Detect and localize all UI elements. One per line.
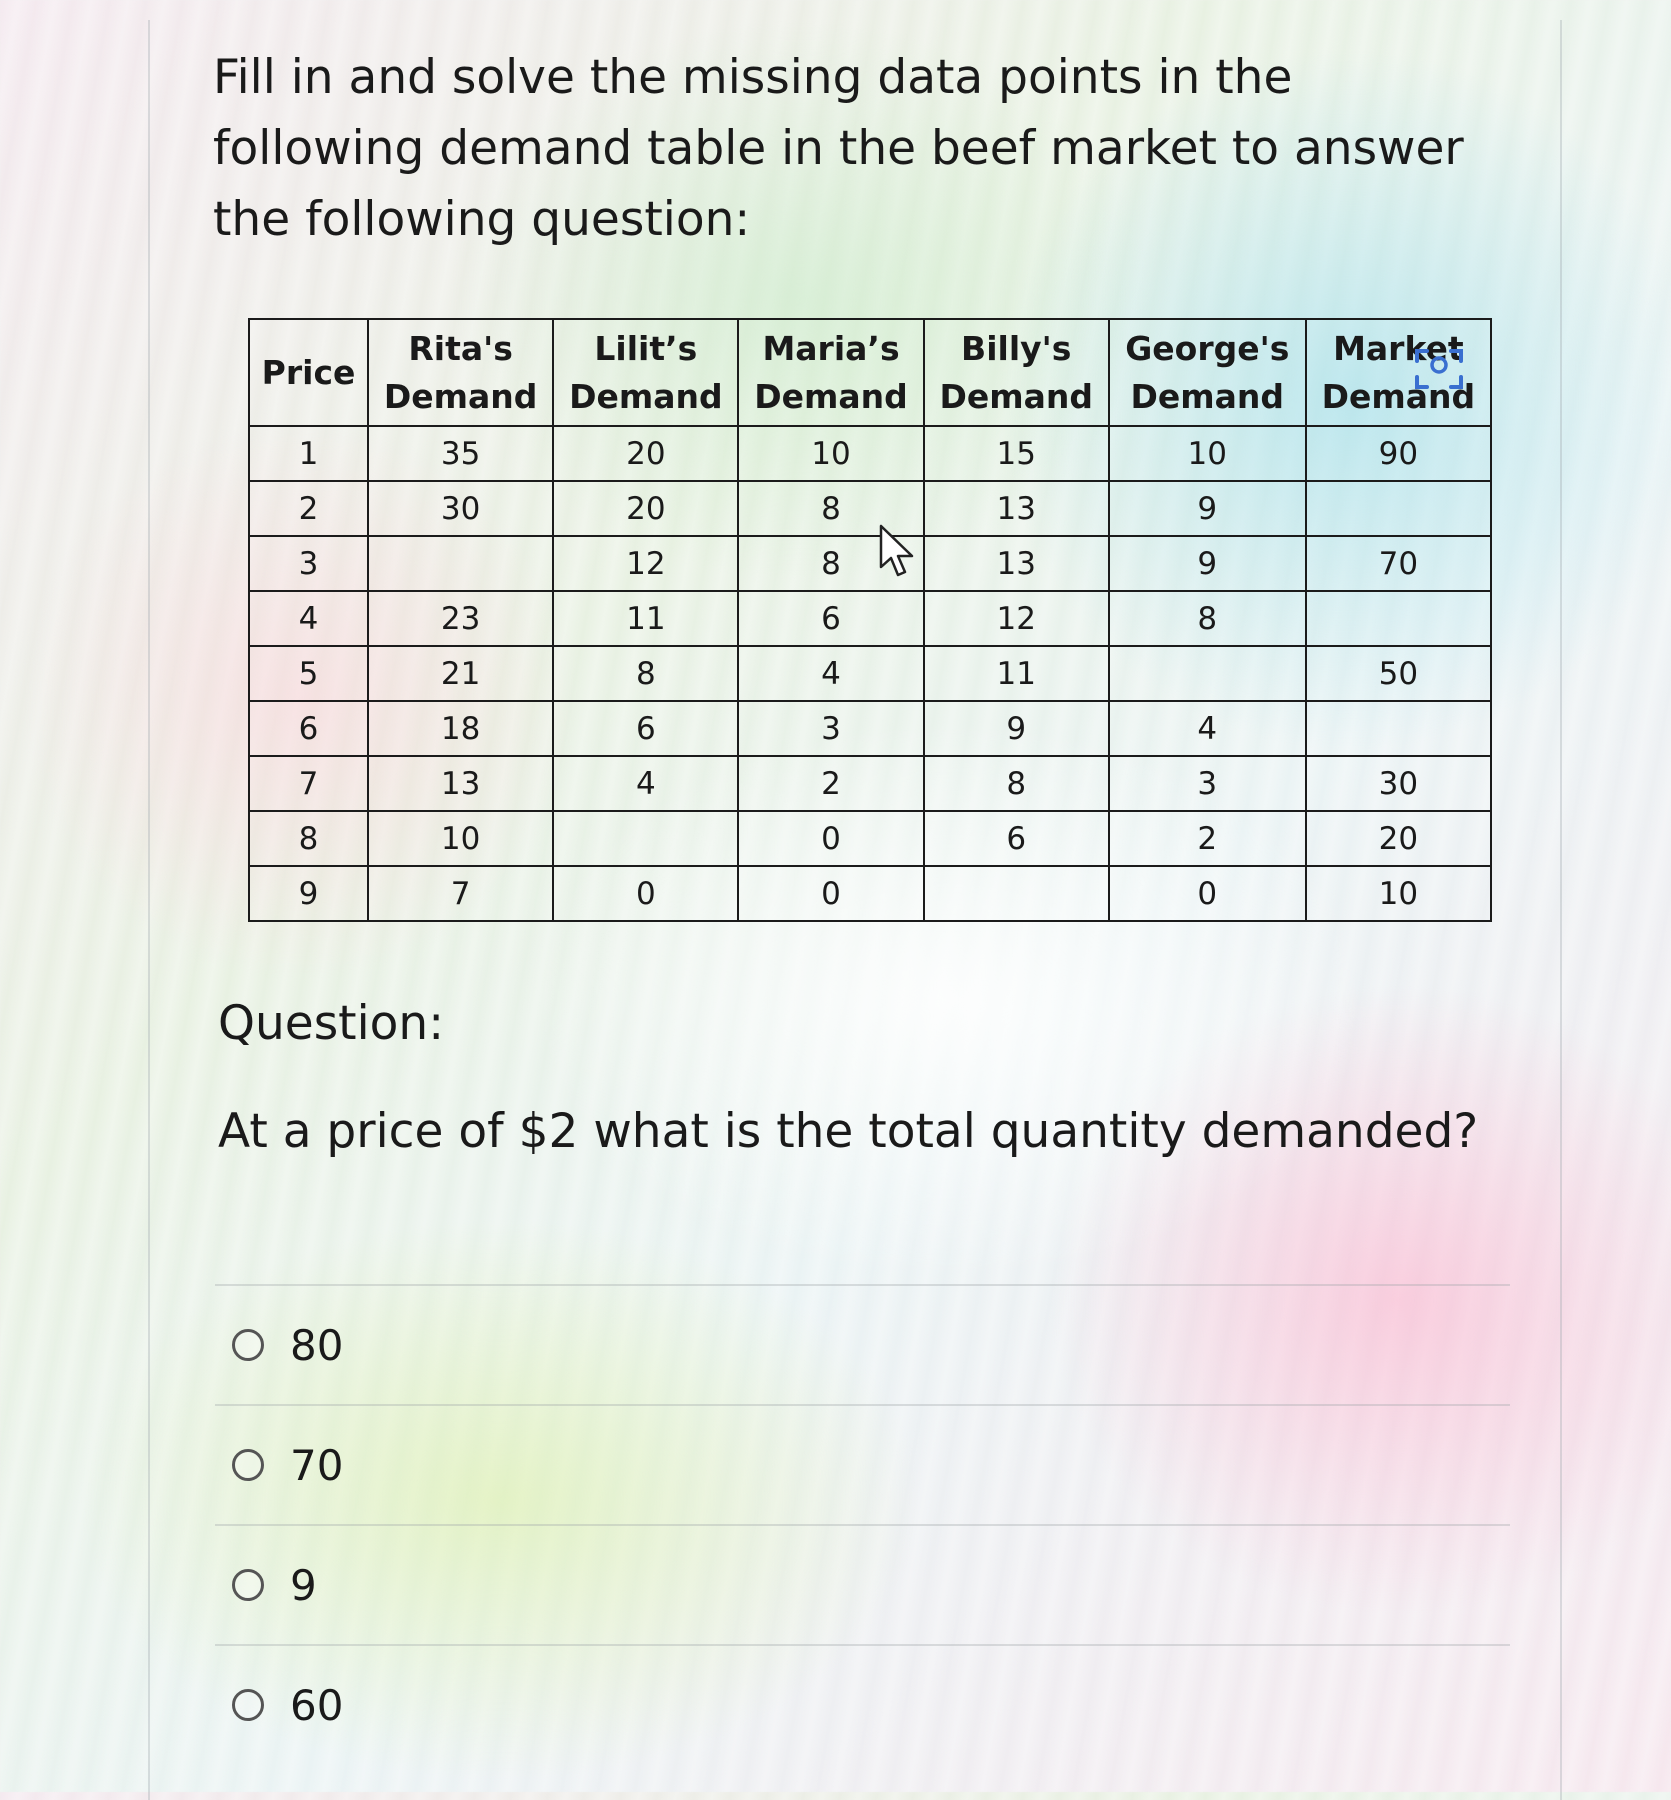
cell-george: 2 — [1109, 811, 1306, 866]
cell-market — [1306, 701, 1491, 756]
header-george: George's Demand — [1109, 319, 1306, 426]
cell-maria: 8 — [738, 536, 923, 591]
cell-maria: 0 — [738, 811, 923, 866]
option-9[interactable] — [215, 1524, 1510, 1644]
cell-price: 9 — [249, 866, 368, 921]
option-80[interactable] — [215, 1284, 1510, 1404]
header-rita: Rita's Demand — [368, 319, 553, 426]
radio-button-icon[interactable] — [232, 1449, 264, 1481]
option-label: 60 — [290, 1680, 344, 1730]
table-row — [249, 481, 1491, 536]
cell-billy: 15 — [924, 426, 1109, 481]
cell-market: 20 — [1306, 811, 1491, 866]
screenshot-selection-icon[interactable] — [1413, 345, 1465, 393]
table-row — [249, 426, 1491, 481]
cell-lilit: 4 — [553, 756, 738, 811]
mouse-pointer-icon — [878, 523, 922, 581]
cell-maria: 2 — [738, 756, 923, 811]
header-market: Market Demand — [1306, 319, 1491, 426]
cell-lilit: 6 — [553, 701, 738, 756]
radio-button-icon[interactable] — [232, 1329, 264, 1361]
header-lilit: Lilit’s Demand — [553, 319, 738, 426]
table-row — [249, 646, 1491, 701]
cell-billy: 8 — [924, 756, 1109, 811]
cell-billy: 6 — [924, 811, 1109, 866]
cell-maria: 10 — [738, 426, 923, 481]
cell-george: 9 — [1109, 481, 1306, 536]
cell-george: 4 — [1109, 701, 1306, 756]
cell-billy: 12 — [924, 591, 1109, 646]
cell-rita: 13 — [368, 756, 553, 811]
demand-table — [248, 318, 1492, 922]
cell-maria: 3 — [738, 701, 923, 756]
cell-billy — [924, 866, 1109, 921]
cell-lilit — [553, 811, 738, 866]
radio-button-icon[interactable] — [232, 1689, 264, 1721]
cell-lilit: 20 — [553, 426, 738, 481]
table-header-row — [249, 319, 1491, 426]
cell-rita: 23 — [368, 591, 553, 646]
cell-price: 2 — [249, 481, 368, 536]
cell-price: 1 — [249, 426, 368, 481]
header-billy: Billy's Demand — [924, 319, 1109, 426]
cell-george — [1109, 646, 1306, 701]
cell-billy: 11 — [924, 646, 1109, 701]
cell-price: 6 — [249, 701, 368, 756]
cell-lilit: 12 — [553, 536, 738, 591]
cell-billy: 9 — [924, 701, 1109, 756]
cell-rita: 21 — [368, 646, 553, 701]
cell-rita: 30 — [368, 481, 553, 536]
cell-rita: 18 — [368, 701, 553, 756]
cell-price: 4 — [249, 591, 368, 646]
option-label: 80 — [290, 1320, 344, 1370]
cell-george: 0 — [1109, 866, 1306, 921]
table-row — [249, 756, 1491, 811]
answer-options — [215, 1284, 1510, 1764]
cell-maria: 4 — [738, 646, 923, 701]
cell-price: 5 — [249, 646, 368, 701]
table-row — [249, 591, 1491, 646]
cell-market: 90 — [1306, 426, 1491, 481]
table-row — [249, 866, 1491, 921]
cell-price: 8 — [249, 811, 368, 866]
option-label: 70 — [290, 1440, 344, 1490]
option-60[interactable] — [215, 1644, 1510, 1764]
cell-lilit: 20 — [553, 481, 738, 536]
cell-rita: 10 — [368, 811, 553, 866]
table-row — [249, 701, 1491, 756]
cell-market — [1306, 481, 1491, 536]
cell-market: 50 — [1306, 646, 1491, 701]
cell-market: 70 — [1306, 536, 1491, 591]
cell-george: 9 — [1109, 536, 1306, 591]
cell-maria: 8 — [738, 481, 923, 536]
radio-button-icon[interactable] — [232, 1569, 264, 1601]
table-row — [249, 536, 1491, 591]
cell-market: 30 — [1306, 756, 1491, 811]
cell-lilit: 0 — [553, 866, 738, 921]
cell-george: 3 — [1109, 756, 1306, 811]
cell-price: 7 — [249, 756, 368, 811]
cell-billy: 13 — [924, 536, 1109, 591]
cell-rita — [368, 536, 553, 591]
table-row — [249, 811, 1491, 866]
option-70[interactable] — [215, 1404, 1510, 1524]
cell-market — [1306, 591, 1491, 646]
cell-maria: 0 — [738, 866, 923, 921]
cell-george: 8 — [1109, 591, 1306, 646]
header-maria: Maria’s Demand — [738, 319, 923, 426]
question-text: At a price of $2 what is the total quantity demanded? — [218, 1104, 1479, 1159]
cell-maria: 6 — [738, 591, 923, 646]
cell-billy: 13 — [924, 481, 1109, 536]
cell-rita: 7 — [368, 866, 553, 921]
prompt-text: Fill in and solve the missing data points in the following demand table in the beef market to answer the following question: — [213, 50, 1464, 247]
cell-george: 10 — [1109, 426, 1306, 481]
cell-price: 3 — [249, 536, 368, 591]
header-price: Price — [249, 319, 368, 426]
cell-lilit: 11 — [553, 591, 738, 646]
cell-lilit: 8 — [553, 646, 738, 701]
cell-rita: 35 — [368, 426, 553, 481]
cell-market: 10 — [1306, 866, 1491, 921]
option-label: 9 — [290, 1560, 317, 1610]
question-label: Question: — [218, 996, 445, 1051]
